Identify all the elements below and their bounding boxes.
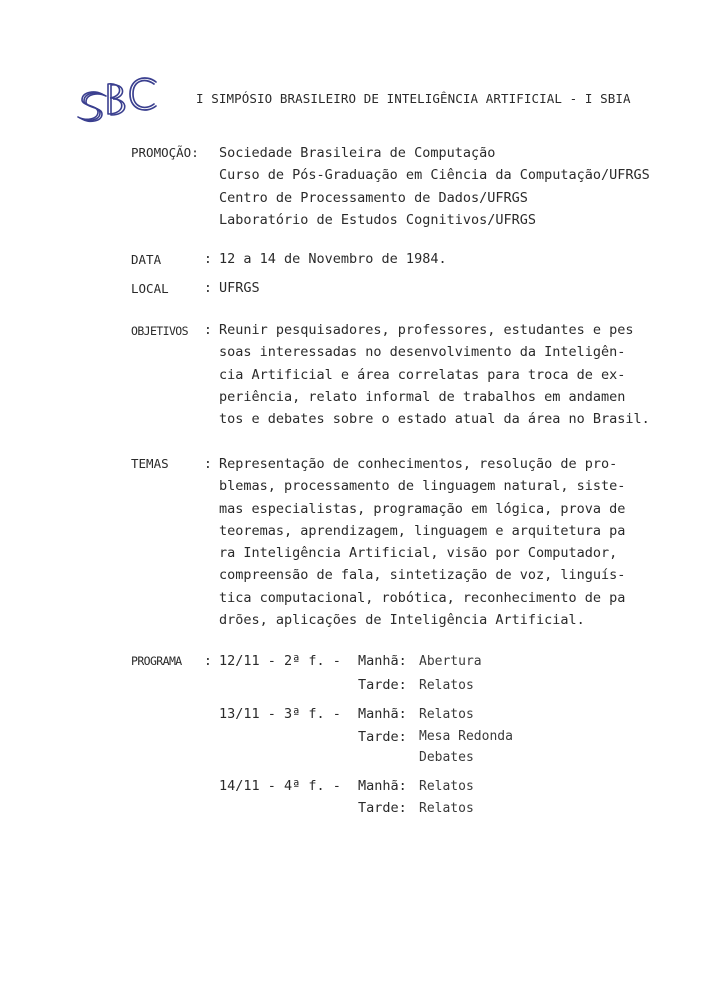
- data-colon: :: [204, 252, 212, 267]
- temas-line: drões, aplicações de Inteligência Artificial.: [219, 612, 585, 629]
- local-colon: :: [204, 281, 212, 296]
- programa-morning-label: Manhã:: [358, 778, 407, 794]
- objetivos-colon: :: [204, 323, 212, 338]
- promocao-line: Centro de Processamento de Dados/UFRGS: [219, 189, 528, 206]
- programa-afternoon-activity: Mesa Redonda: [419, 729, 513, 744]
- sbc-logo-mark: [76, 72, 160, 128]
- programa-day-date: 13/11 - 3ª f. -: [219, 706, 341, 722]
- promocao-line: Curso de Pós-Graduação em Ciência da Computação/UFRGS: [219, 167, 650, 184]
- programa-afternoon-label: Tarde:: [358, 729, 407, 745]
- data-label: DATA: [131, 252, 162, 267]
- programa-afternoon-label: Tarde:: [358, 800, 407, 816]
- temas-text: [219, 453, 625, 631]
- promocao-label: PROMOÇÃO:: [131, 145, 199, 160]
- programa-day-date: 14/11 - 4ª f. -: [219, 778, 341, 794]
- programa-morning-activity: Relatos: [419, 779, 474, 794]
- objetivos-label: OBJETIVOS: [131, 324, 188, 338]
- temas-label: TEMAS: [131, 456, 169, 471]
- temas-colon: :: [204, 457, 212, 472]
- objetivos-line: tos e debates sobre o estado atual da área no Brasil.: [219, 411, 650, 428]
- programa-morning-activity: Relatos: [419, 707, 474, 722]
- promocao-line: Sociedade Brasileira de Computação: [219, 145, 496, 161]
- programa-afternoon-activity: Relatos: [419, 801, 474, 816]
- programa-morning-label: Manhã:: [358, 706, 407, 722]
- objetivos-line: periência, relato informal de trabalhos em andamen: [219, 388, 626, 405]
- programa-morning-activity: Abertura: [419, 654, 482, 669]
- objetivos-line: cia Artificial e área correlatas para troca de ex-: [219, 366, 626, 383]
- promocao-list: [219, 142, 650, 231]
- objetivos-line: Reunir pesquisadores, professores, estudantes e pes: [219, 322, 634, 338]
- temas-line: Representação de conhecimentos, resolução de pro-: [219, 456, 618, 472]
- temas-line: compreensão de fala, sintetização de voz, linguís-: [219, 567, 626, 584]
- promocao-line: Laboratório de Estudos Cognitivos/UFRGS: [219, 211, 536, 228]
- programa-colon: :: [204, 654, 212, 669]
- local-label: LOCAL: [131, 281, 169, 296]
- data-value: 12 a 14 de Novembro de 1984.: [219, 251, 447, 267]
- objetivos-text: [219, 319, 650, 430]
- temas-line: mas especialistas, programação em lógica, prova de: [219, 500, 626, 517]
- temas-line: blemas, processamento de linguagem natural, siste-: [219, 478, 626, 495]
- programa-afternoon-label: Tarde:: [358, 677, 407, 693]
- sbc-logo: [76, 72, 160, 128]
- objetivos-line: soas interessadas no desenvolvimento da Inteligên-: [219, 344, 626, 361]
- temas-line: tica computacional, robótica, reconhecimento de pa: [219, 589, 626, 606]
- temas-line: ra Inteligência Artificial, visão por Computador,: [219, 545, 618, 562]
- symposium-title: I SIMPÓSIO BRASILEIRO DE INTELIGÊNCIA ARTIFICIAL - I SBIA: [196, 91, 631, 106]
- programa-afternoon-activity: Relatos: [419, 678, 474, 693]
- programa-day-date: 12/11 - 2ª f. -: [219, 653, 341, 669]
- programa-afternoon-extra: Debates: [419, 750, 474, 765]
- programa-label: PROGRAMA: [131, 654, 182, 668]
- local-value: UFRGS: [219, 280, 260, 296]
- programa-morning-label: Manhã:: [358, 653, 407, 669]
- temas-line: teoremas, aprendizagem, linguagem e arquitetura pa: [219, 522, 626, 539]
